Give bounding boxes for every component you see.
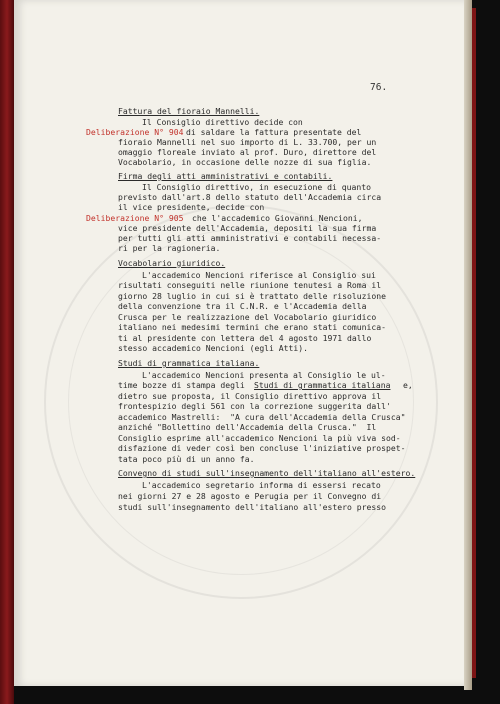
text-line: che l'accademico Giovanni Nencioni,	[192, 213, 363, 223]
section-heading: Studi di grammatica italiana.	[118, 358, 260, 368]
text-line: e,	[403, 380, 413, 390]
text-line: di saldare la fattura presentate del	[186, 127, 362, 137]
text-line: accademico Mastrelli: "A cura dell'Accademia della Crusca"	[118, 412, 406, 422]
book-cover-right	[472, 8, 476, 678]
text-line: omaggio floreale inviato al prof. Duro, direttore del	[118, 147, 377, 157]
page-number: 76.	[370, 82, 388, 93]
text-line: time bozze di stampa degli	[118, 380, 245, 390]
text-line: Il Consiglio direttivo, in esecuzione di quanto	[142, 182, 372, 192]
page-edge	[464, 0, 472, 690]
text-line: disfazione di veder così ben concluse l'iniziative prospet-	[118, 443, 406, 453]
text-line: Consiglio esprime all'accademico Nencioni la più viva sod-	[118, 433, 401, 443]
text-line: stesso accademico Nencioni (egli Atti).	[118, 343, 309, 353]
text-line: per tutti gli atti amministrativi e contabili necessa-	[118, 233, 382, 243]
text-line: ti al presidente con lettera del 4 agosto 1971 dallo	[118, 333, 372, 343]
text-line-underlined: Studi di grammatica italiana	[254, 380, 391, 390]
text-line: risultati conseguiti nelle riunione tenutesi a Roma il	[118, 280, 382, 290]
text-line: vice presidente dell'Accademia, depositi la sua firma	[118, 223, 377, 233]
text-line: studi sull'insegnamento dell'italiano all'estero presso	[118, 502, 387, 512]
text-line: dietro sue proposta, il Consiglio direttivo approva il	[118, 391, 382, 401]
text-line: giorno 28 luglio in cui si è trattato delle risoluzione	[118, 291, 387, 301]
document-page	[14, 0, 464, 686]
text-line: Il Consiglio direttivo decide con	[142, 117, 303, 127]
text-line: della convenzione tra il C.N.R. e l'Accademia della	[118, 301, 367, 311]
section-heading: Convegno di studi sull'insegnamento dell'italiano all'estero.	[118, 468, 416, 478]
deliberation-label: Deliberazione N° 904	[86, 127, 184, 137]
section-heading: Vocabolario giuridico.	[118, 258, 226, 268]
text-line: L'accademico segretario informa di essersi recato	[142, 480, 381, 490]
text-line: ri per la ragioneria.	[118, 243, 221, 253]
text-line: tata poco più di un anno fa.	[118, 454, 255, 464]
text-line: L'accademico Nencioni presenta al Consiglio le ul-	[142, 370, 386, 380]
text-line: previsto dall'art.8 dello statuto dell'Accademia circa	[118, 192, 382, 202]
text-line: frontespizio degli 561 con la correzione suggerita dall'	[118, 401, 391, 411]
text-line: Crusca per le realizzazione del Vocabolario giuridico	[118, 312, 377, 322]
text-line: anziché "Bollettino dell'Accademia della Crusca." Il	[118, 422, 377, 432]
deliberation-label: Deliberazione N° 905	[86, 213, 184, 223]
book-binding-left	[0, 0, 14, 704]
text-line: fioraio Mannelli nel suo importo di L. 33.700, per un	[118, 137, 377, 147]
text-line: nei giorni 27 e 28 agosto e Perugia per il Convegno di	[118, 491, 382, 501]
text-line: Vocabolario, in occasione delle nozze di sua figlia.	[118, 157, 372, 167]
text-line: L'accademico Nencioni riferisce al Consiglio sui	[142, 270, 376, 280]
section-heading: Fattura del fioraio Mannelli.	[118, 106, 260, 116]
text-line: il vice presidente, decide con	[118, 202, 265, 212]
section-heading: Firma degli atti amministrativi e contabili.	[118, 171, 333, 181]
text-line: italiano nei medesimi termini che erano stati comunica-	[118, 322, 387, 332]
